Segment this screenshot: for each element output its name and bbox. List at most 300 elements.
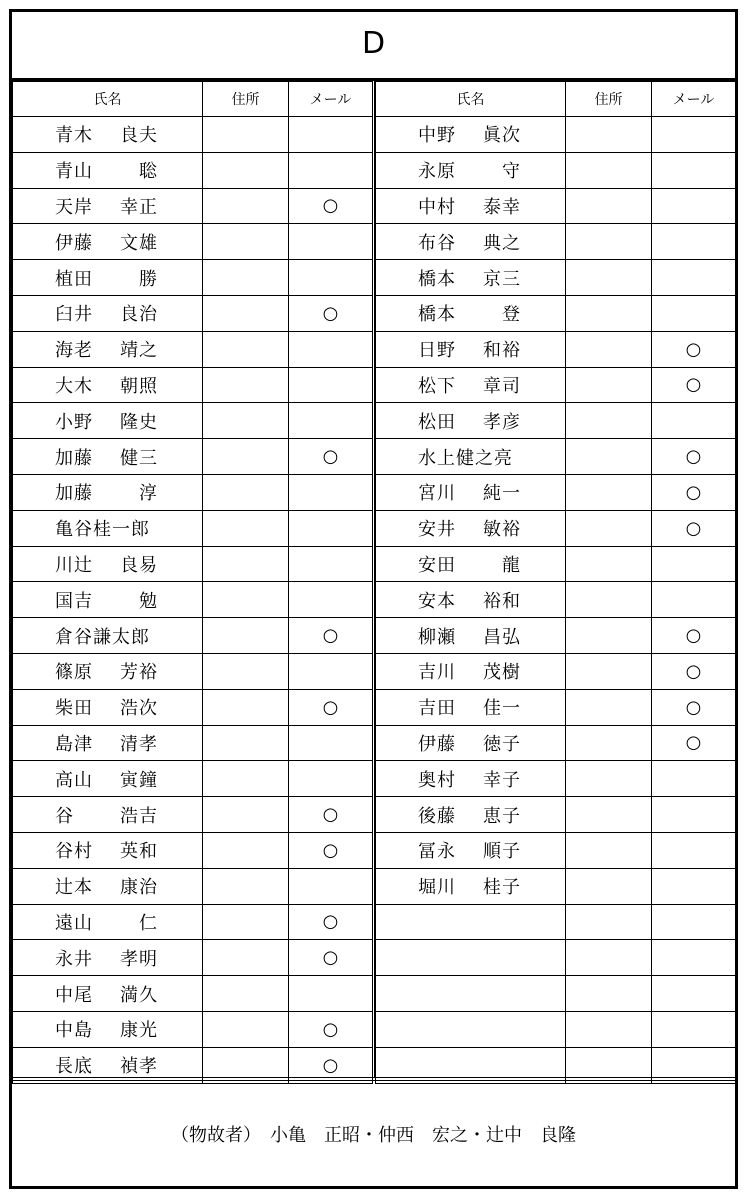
given-name: 龍 xyxy=(502,554,521,576)
surname: 国吉 xyxy=(55,590,93,612)
member-name xyxy=(376,623,565,649)
address-cell xyxy=(566,761,652,797)
address-cell xyxy=(203,152,289,188)
surname: 辻本 xyxy=(55,877,93,899)
surname: 中尾 xyxy=(55,984,93,1006)
member-name-cell xyxy=(13,976,203,1012)
member-name xyxy=(13,909,202,935)
given-name: 寅鐘 xyxy=(120,769,158,791)
member-name xyxy=(376,694,565,720)
given-name: 守 xyxy=(502,161,521,183)
member-name-cell xyxy=(13,582,203,618)
member-name xyxy=(13,157,202,183)
header-mail: メール xyxy=(289,82,373,117)
member-name-cell xyxy=(376,1011,566,1047)
mail-cell xyxy=(652,474,736,510)
member-name xyxy=(13,479,202,505)
table-row xyxy=(13,868,373,904)
given-name: 孝明 xyxy=(120,948,158,970)
member-name-cell xyxy=(13,403,203,439)
member-name-cell xyxy=(376,797,566,833)
surname: 大木 xyxy=(55,375,93,397)
member-name-cell xyxy=(376,725,566,761)
page-title: D xyxy=(9,9,738,81)
mail-cell xyxy=(652,224,736,260)
given-name: 桂子 xyxy=(483,877,521,899)
mail-cell xyxy=(652,904,736,940)
table-row xyxy=(13,904,373,940)
member-name-cell xyxy=(376,976,566,1012)
mail-cell xyxy=(289,152,373,188)
mail-cell xyxy=(289,689,373,725)
address-cell xyxy=(203,331,289,367)
member-name xyxy=(376,336,565,362)
mail-mark: ○ xyxy=(685,481,702,503)
table-row xyxy=(13,761,373,797)
member-name-cell xyxy=(13,689,203,725)
table-row xyxy=(376,868,736,904)
member-name xyxy=(376,587,565,613)
mail-mark: ○ xyxy=(322,1054,339,1076)
table-row xyxy=(13,832,373,868)
member-name xyxy=(376,408,565,434)
member-name-cell xyxy=(13,868,203,904)
mail-cell xyxy=(652,1011,736,1047)
mail-cell xyxy=(289,940,373,976)
surname: 永原 xyxy=(418,161,456,183)
mail-mark: ○ xyxy=(322,1018,339,1040)
table-row xyxy=(376,1011,736,1047)
header-row xyxy=(376,82,736,117)
header-row xyxy=(13,82,373,117)
given-name: 裕和 xyxy=(483,590,521,612)
mail-mark: ○ xyxy=(685,732,702,754)
surname: 安本 xyxy=(418,590,456,612)
mail-cell xyxy=(652,582,736,618)
table-row xyxy=(376,904,736,940)
table-row xyxy=(376,976,736,1012)
member-name-cell xyxy=(13,510,203,546)
member-name xyxy=(13,300,202,326)
address-cell xyxy=(566,689,652,725)
table-row xyxy=(13,653,373,689)
member-name xyxy=(13,551,202,577)
surname: 川辻 xyxy=(55,554,93,576)
address-cell xyxy=(566,976,652,1012)
table-row xyxy=(376,439,736,475)
table-row xyxy=(13,940,373,976)
mail-cell xyxy=(652,797,736,833)
mail-cell xyxy=(289,618,373,654)
given-name: 登 xyxy=(502,304,521,326)
table-row xyxy=(13,582,373,618)
surname: 安井 xyxy=(418,519,456,541)
table-row xyxy=(13,152,373,188)
member-name xyxy=(13,945,202,971)
mail-cell xyxy=(289,260,373,296)
member-name xyxy=(376,873,565,899)
address-cell xyxy=(566,152,652,188)
table-row xyxy=(13,546,373,582)
table-row xyxy=(13,689,373,725)
surname: 遠山 xyxy=(55,912,93,934)
member-name-cell xyxy=(376,117,566,153)
given-name: 典之 xyxy=(483,232,521,254)
mail-cell xyxy=(652,331,736,367)
table-row xyxy=(376,832,736,868)
member-name xyxy=(13,837,202,863)
surname: 中野 xyxy=(418,125,456,147)
given-name: 文雄 xyxy=(120,232,158,254)
table-row xyxy=(376,367,736,403)
address-cell xyxy=(203,546,289,582)
table-row xyxy=(13,188,373,224)
table-row xyxy=(376,653,736,689)
surname: 吉川 xyxy=(418,662,456,684)
member-name xyxy=(376,837,565,863)
surname: 日野 xyxy=(418,340,456,362)
address-cell xyxy=(203,474,289,510)
mail-cell xyxy=(289,510,373,546)
member-name-cell xyxy=(376,152,566,188)
member-name-cell xyxy=(13,1011,203,1047)
member-name xyxy=(376,802,565,828)
surname: 青山 xyxy=(55,161,93,183)
address-cell xyxy=(203,1011,289,1047)
surname: 奥村 xyxy=(418,769,456,791)
table-row xyxy=(376,224,736,260)
roster-body-right xyxy=(376,117,736,1084)
address-cell xyxy=(203,510,289,546)
mail-mark: ○ xyxy=(322,195,339,217)
mail-cell xyxy=(289,117,373,153)
mail-mark: ○ xyxy=(685,660,702,682)
mail-cell xyxy=(652,117,736,153)
table-row xyxy=(13,618,373,654)
surname: 亀谷桂一郎 xyxy=(55,519,150,541)
given-name: 恵子 xyxy=(483,805,521,827)
address-cell xyxy=(566,188,652,224)
table-row xyxy=(376,295,736,331)
given-name: 満久 xyxy=(120,984,158,1006)
address-cell xyxy=(566,474,652,510)
member-name-cell xyxy=(376,403,566,439)
mail-cell xyxy=(652,367,736,403)
table-row xyxy=(376,761,736,797)
mail-mark: ○ xyxy=(322,302,339,324)
table-row xyxy=(13,260,373,296)
mail-mark: ○ xyxy=(685,338,702,360)
given-name: 康治 xyxy=(120,877,158,899)
address-cell xyxy=(566,331,652,367)
member-name-cell xyxy=(13,797,203,833)
surname: 安田 xyxy=(418,554,456,576)
member-name-cell xyxy=(376,761,566,797)
mail-cell xyxy=(652,868,736,904)
address-cell xyxy=(203,868,289,904)
surname: 天岸 xyxy=(55,196,93,218)
mail-cell xyxy=(289,295,373,331)
mail-cell xyxy=(652,689,736,725)
member-name xyxy=(13,265,202,291)
surname: 吉田 xyxy=(418,698,456,720)
given-name: 和裕 xyxy=(483,340,521,362)
address-cell xyxy=(566,224,652,260)
address-cell xyxy=(566,367,652,403)
member-name xyxy=(13,694,202,720)
surname: 島津 xyxy=(55,733,93,755)
given-name: 仁 xyxy=(139,912,158,934)
mail-cell xyxy=(289,439,373,475)
table-row xyxy=(376,618,736,654)
member-name-cell xyxy=(13,474,203,510)
member-name xyxy=(13,766,202,792)
mail-cell xyxy=(652,295,736,331)
given-name: 英和 xyxy=(120,841,158,863)
member-name-cell xyxy=(13,117,203,153)
table-row xyxy=(13,331,373,367)
member-name-cell xyxy=(376,510,566,546)
surname: 谷村 xyxy=(55,841,93,863)
member-name-cell xyxy=(376,868,566,904)
given-name: 幸正 xyxy=(120,196,158,218)
address-cell xyxy=(566,439,652,475)
mail-cell xyxy=(289,832,373,868)
address-cell xyxy=(566,1011,652,1047)
given-name: 勝 xyxy=(139,268,158,290)
member-name-cell xyxy=(13,367,203,403)
mail-cell xyxy=(289,904,373,940)
address-cell xyxy=(566,904,652,940)
surname: 長底 xyxy=(55,1056,93,1078)
member-name-cell xyxy=(376,618,566,654)
table-row xyxy=(376,582,736,618)
mail-cell xyxy=(289,868,373,904)
address-cell xyxy=(566,546,652,582)
given-name: 淳 xyxy=(139,483,158,505)
member-name xyxy=(376,372,565,398)
given-name: 勉 xyxy=(139,590,158,612)
address-cell xyxy=(203,976,289,1012)
mail-cell xyxy=(652,152,736,188)
table-row xyxy=(13,295,373,331)
address-cell xyxy=(203,832,289,868)
member-name-cell xyxy=(376,224,566,260)
table-row xyxy=(13,797,373,833)
surname: 宮川 xyxy=(418,483,456,505)
address-cell xyxy=(566,725,652,761)
address-cell xyxy=(566,618,652,654)
member-name-cell xyxy=(376,474,566,510)
given-name: 眞次 xyxy=(483,125,521,147)
member-name-cell xyxy=(13,725,203,761)
table-row xyxy=(376,117,736,153)
given-name: 孝彦 xyxy=(483,411,521,433)
table-row xyxy=(13,725,373,761)
table-row xyxy=(13,439,373,475)
address-cell xyxy=(203,725,289,761)
member-name xyxy=(376,515,565,541)
mail-cell xyxy=(289,188,373,224)
header-address: 住所 xyxy=(203,82,289,117)
mail-cell xyxy=(289,403,373,439)
mail-mark: ○ xyxy=(685,696,702,718)
member-name-cell xyxy=(376,260,566,296)
surname: 倉谷謙太郎 xyxy=(55,626,150,648)
address-cell xyxy=(566,868,652,904)
address-cell xyxy=(566,260,652,296)
table-row xyxy=(376,188,736,224)
given-name: 佳一 xyxy=(483,698,521,720)
address-cell xyxy=(203,224,289,260)
given-name: 章司 xyxy=(483,375,521,397)
mail-mark: ○ xyxy=(322,911,339,933)
member-name-cell xyxy=(376,188,566,224)
table-row xyxy=(13,367,373,403)
given-name: 良易 xyxy=(120,554,158,576)
address-cell xyxy=(566,653,652,689)
mail-cell xyxy=(652,403,736,439)
member-name xyxy=(13,336,202,362)
table-row xyxy=(13,117,373,153)
table-row xyxy=(13,224,373,260)
address-cell xyxy=(203,117,289,153)
member-name-cell xyxy=(376,832,566,868)
header-name: 氏名 xyxy=(13,82,203,117)
surname: 海老 xyxy=(55,340,93,362)
given-name: 京三 xyxy=(483,268,521,290)
member-name xyxy=(13,587,202,613)
header-name: 氏名 xyxy=(376,82,566,117)
member-name-cell xyxy=(13,653,203,689)
mail-cell xyxy=(652,439,736,475)
mail-cell xyxy=(289,1011,373,1047)
address-cell xyxy=(566,582,652,618)
given-name: 泰幸 xyxy=(483,196,521,218)
surname: 橋本 xyxy=(418,268,456,290)
surname: 加藤 xyxy=(55,447,93,469)
surname: 中島 xyxy=(55,1020,93,1042)
member-name xyxy=(376,157,565,183)
address-cell xyxy=(203,618,289,654)
address-cell xyxy=(203,940,289,976)
mail-mark: ○ xyxy=(685,446,702,468)
table-row xyxy=(13,976,373,1012)
address-cell xyxy=(203,188,289,224)
address-cell xyxy=(203,403,289,439)
table-row xyxy=(376,725,736,761)
address-cell xyxy=(203,761,289,797)
member-name xyxy=(13,873,202,899)
given-name: 隆史 xyxy=(120,411,158,433)
mail-cell xyxy=(289,797,373,833)
member-name-cell xyxy=(376,689,566,725)
mail-mark: ○ xyxy=(322,804,339,826)
table-row xyxy=(13,1011,373,1047)
mail-cell xyxy=(652,761,736,797)
table-row xyxy=(376,689,736,725)
member-name-cell xyxy=(13,295,203,331)
surname: 松下 xyxy=(418,375,456,397)
surname: 伊藤 xyxy=(55,232,93,254)
mail-cell xyxy=(652,940,736,976)
member-name xyxy=(376,479,565,505)
table-row xyxy=(376,510,736,546)
member-name xyxy=(13,229,202,255)
surname: 青木 xyxy=(55,125,93,147)
mail-cell xyxy=(289,224,373,260)
mail-cell xyxy=(289,976,373,1012)
surname: 松田 xyxy=(418,411,456,433)
mail-mark: ○ xyxy=(322,446,339,468)
member-name xyxy=(13,1052,202,1078)
member-name xyxy=(13,981,202,1007)
member-name-cell xyxy=(13,152,203,188)
member-name-cell xyxy=(376,940,566,976)
roster-right xyxy=(375,81,736,1084)
member-name-cell xyxy=(376,367,566,403)
mail-cell xyxy=(652,653,736,689)
table-row xyxy=(376,797,736,833)
surname: 橋本 xyxy=(418,304,456,326)
given-name: 清孝 xyxy=(120,733,158,755)
table-row xyxy=(376,152,736,188)
member-name xyxy=(13,623,202,649)
surname: 臼井 xyxy=(55,304,93,326)
mail-cell xyxy=(289,761,373,797)
given-name: 幸子 xyxy=(483,769,521,791)
member-name xyxy=(376,658,565,684)
given-name: 浩次 xyxy=(120,698,158,720)
member-name xyxy=(376,229,565,255)
member-name xyxy=(13,658,202,684)
address-cell xyxy=(203,260,289,296)
address-cell xyxy=(203,367,289,403)
surname: 伊藤 xyxy=(418,733,456,755)
given-name: 朝照 xyxy=(120,375,158,397)
address-cell xyxy=(203,797,289,833)
member-name-cell xyxy=(376,439,566,475)
given-name: 浩吉 xyxy=(120,805,158,827)
member-name xyxy=(376,766,565,792)
surname: 高山 xyxy=(55,769,93,791)
member-name-cell xyxy=(376,582,566,618)
member-name-cell xyxy=(13,618,203,654)
member-name xyxy=(13,193,202,219)
address-cell xyxy=(566,117,652,153)
given-name: 順子 xyxy=(483,841,521,863)
member-name-cell xyxy=(13,331,203,367)
surname: 水上健之亮 xyxy=(418,447,513,469)
mail-mark: ○ xyxy=(322,625,339,647)
member-name-cell xyxy=(376,546,566,582)
mail-mark: ○ xyxy=(685,517,702,539)
given-name: 茂樹 xyxy=(483,662,521,684)
member-name-cell xyxy=(376,331,566,367)
address-cell xyxy=(203,439,289,475)
given-name: 純一 xyxy=(483,483,521,505)
roster-body-left xyxy=(13,117,373,1084)
surname: 小野 xyxy=(55,411,93,433)
header-mail: メール xyxy=(652,82,736,117)
table-row xyxy=(376,331,736,367)
member-name-cell xyxy=(376,295,566,331)
member-name-cell xyxy=(13,761,203,797)
surname: 永井 xyxy=(55,948,93,970)
table-row xyxy=(13,510,373,546)
member-name-cell xyxy=(13,904,203,940)
member-name xyxy=(13,1016,202,1042)
